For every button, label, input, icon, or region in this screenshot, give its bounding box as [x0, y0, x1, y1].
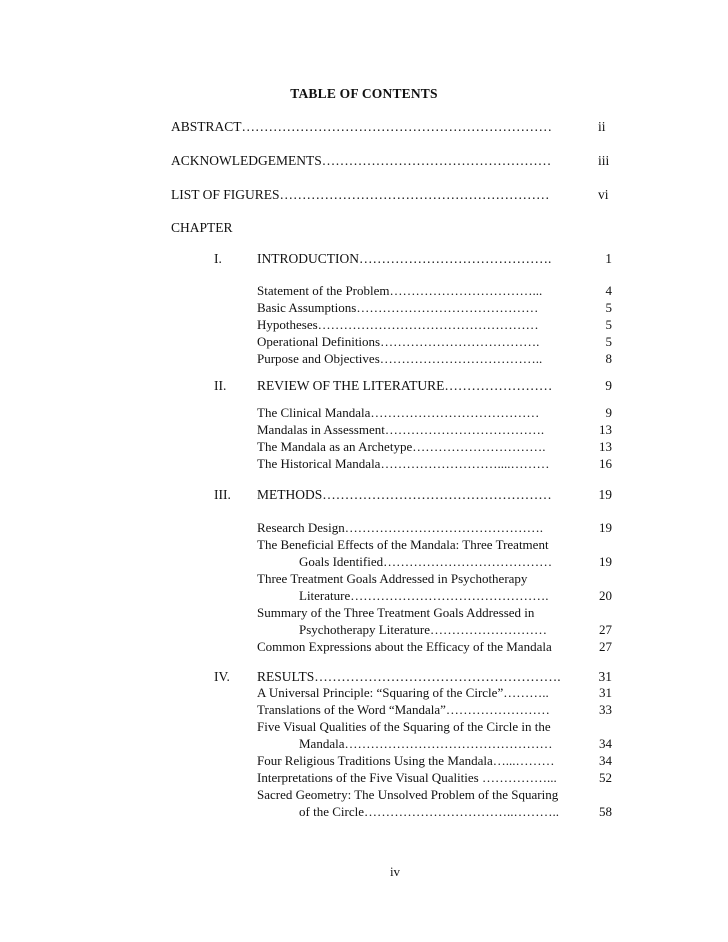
toc-subentry: Mandala…………………………………………	[299, 736, 553, 751]
toc-subentry: Research Design……………………………………….	[257, 520, 543, 535]
toc-subentry: Literature……………………………………….	[299, 588, 549, 603]
toc-subentry: The Historical Mandala………………………....………	[257, 456, 550, 471]
toc-subentry: Five Visual Qualities of the Squaring of the Circle in the	[257, 719, 551, 734]
toc-subentry: Sacred Geometry: The Unsolved Problem of the Squaring	[257, 787, 559, 802]
chapter-heading: METHODS……………………………………………	[257, 487, 552, 502]
page-number-cell: 58	[599, 804, 612, 819]
toc-entry-label: LIST OF FIGURES……………………………………………………	[171, 187, 550, 202]
page-number-cell: 9	[605, 405, 612, 420]
toc-subentry: Four Religious Traditions Using the Mandala…...………	[257, 753, 555, 768]
toc-entry-page: ii	[598, 119, 606, 134]
page-number-cell: 1	[605, 251, 612, 266]
chapter-numeral: II.	[214, 378, 227, 393]
page-number-cell: 52	[599, 770, 612, 785]
page-number-cell: 31	[599, 685, 612, 700]
toc-subentry: Summary of the Three Treatment Goals Addressed in	[257, 605, 535, 620]
page-title: TABLE OF CONTENTS	[290, 86, 438, 101]
toc-subentry: Purpose and Objectives………………………………..	[257, 351, 543, 366]
page-number-cell: 20	[599, 588, 612, 603]
chapter-numeral: I.	[214, 251, 222, 266]
page-number-cell: 5	[605, 334, 612, 349]
toc-subentry: of the Circle……………………………..………..	[299, 804, 559, 819]
page-number-cell: 19	[599, 554, 612, 569]
page-number-cell: 16	[599, 456, 612, 471]
toc-subentry: Basic Assumptions……………………………………	[257, 300, 539, 315]
page-number-cell: 27	[599, 622, 612, 637]
page-number-cell: 13	[599, 422, 612, 437]
toc-subentry: Statement of the Problem……………………………...	[257, 283, 543, 298]
toc-subentry: The Mandala as an Archetype………………………….	[257, 439, 546, 454]
toc-subentry: A Universal Principle: “Squaring of the Circle”………..	[257, 685, 549, 700]
page-number-cell: 13	[599, 439, 612, 454]
toc-subentry: Mandalas in Assessment……………………………….	[257, 422, 545, 437]
page-number-cell: 19	[598, 487, 612, 502]
chapter-numeral: IV.	[214, 669, 230, 684]
chapter-heading: INTRODUCTION…………………………………….	[257, 251, 552, 266]
toc-entry-label: ACKNOWLEDGEMENTS……………………………………………	[171, 153, 552, 168]
page-number-cell: 4	[605, 283, 612, 298]
toc-subentry: The Beneficial Effects of the Mandala: Three Treatment	[257, 537, 549, 552]
page-number-cell: 19	[599, 520, 612, 535]
toc-subentry: Operational Definitions……………………………….	[257, 334, 540, 349]
chapter-heading: REVIEW OF THE LITERATURE……………………	[257, 378, 553, 393]
chapter-numeral: III.	[214, 487, 231, 502]
toc-subentry: Common Expressions about the Efficacy of the Mandala	[257, 639, 552, 654]
toc-subentry: Goals Identified…………………………………	[299, 554, 553, 569]
page-number-cell: 8	[605, 351, 612, 366]
toc-subentry: Interpretations of the Five Visual Qualities ……………...	[257, 770, 557, 785]
page-number-cell: 27	[599, 639, 612, 654]
toc-subentry: Hypotheses……………………………………………	[257, 317, 539, 332]
page-number-cell: 5	[605, 300, 612, 315]
page-number-cell: 33	[599, 702, 612, 717]
toc-subentry: Three Treatment Goals Addressed in Psychotherapy	[257, 571, 528, 586]
toc-entry-label: ABSTRACT……………………………………………………………	[171, 119, 553, 134]
toc-subentry: Psychotherapy Literature………………………	[299, 622, 548, 637]
page-number-cell: 9	[605, 378, 612, 393]
chapter-label: CHAPTER	[171, 220, 233, 235]
page-number-cell: 34	[599, 753, 612, 768]
toc-entry-page: iii	[598, 153, 610, 168]
toc-subentry: Translations of the Word “Mandala”……………………	[257, 702, 550, 717]
page-number-cell: 34	[599, 736, 612, 751]
toc-entry-page: vi	[598, 187, 609, 202]
page-number-cell: 31	[598, 669, 612, 684]
toc-subentry: The Clinical Mandala…………………………………	[257, 405, 540, 420]
page-number-cell: 5	[605, 317, 612, 332]
chapter-heading: RESULTS……………………………………………….	[257, 669, 561, 684]
page-number: iv	[389, 864, 401, 879]
